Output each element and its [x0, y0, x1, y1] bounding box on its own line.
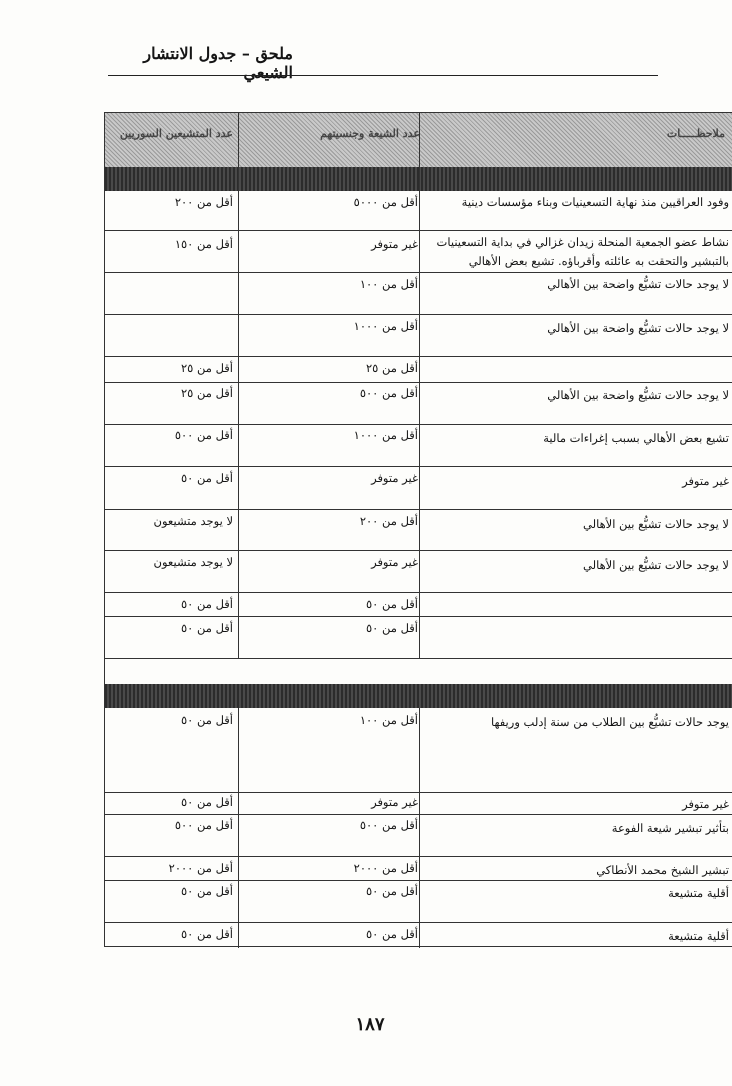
col-header-syrian-converts: عدد المتشيعين السوريين — [119, 127, 233, 140]
table-cell-syrian-converts: لا يوجد متشيعون — [153, 555, 233, 569]
row-divider — [105, 230, 732, 231]
table-cell-shia-count: أقل من ٥٠٠ — [359, 818, 418, 832]
table-cell-notes: تشيع بعض الأهالي بسبب إغراءات مالية — [543, 431, 729, 445]
table-cell-notes: غير متوفر — [682, 474, 729, 488]
row-divider — [105, 272, 732, 273]
row-divider — [105, 856, 732, 857]
col-header-notes: ملاحظـــــات — [666, 127, 725, 140]
table-cell-notes: لا يوجد حالات تشيُّع واضحة بين الأهالي — [547, 277, 729, 291]
table-cell-shia-count: أقل من ٢٥ — [366, 361, 418, 375]
distribution-table — [104, 112, 732, 947]
table-cell-syrian-converts: أقل من ٢٥ — [181, 386, 233, 400]
table-cell-shia-count: غير متوفر — [371, 795, 418, 809]
table-cell-notes: لا يوجد حالات تشيُّع بين الأهالي — [582, 517, 729, 531]
table-cell-notes: لا يوجد حالات تشيُّع بين الأهالي — [582, 558, 729, 572]
table-cell-syrian-converts: أقل من ٥٠ — [181, 597, 233, 611]
table-cell-notes: تبشير الشيخ محمد الأنطاكي — [596, 863, 729, 877]
table-cell-shia-count: غير متوفر — [371, 555, 418, 569]
table-cell-shia-count: أقل من ٥٠ — [366, 927, 418, 941]
section-bar — [105, 684, 732, 708]
table-cell-syrian-converts: أقل من ٥٠ — [181, 927, 233, 941]
row-divider — [105, 922, 732, 923]
table-cell-syrian-converts: أقل من ١٥٠ — [174, 237, 233, 251]
table-cell-notes: نشاط عضو الجمعية المنحلة زيدان غزالي في بداية التسعينيات بالتبشير والتحقت به عائلته وأقرباؤه. تشيع بعض الأهالي — [436, 235, 729, 268]
table-cell-shia-count: أقل من ٥٠ — [366, 884, 418, 898]
row-divider — [105, 424, 732, 425]
table-cell-shia-count: غير متوفر — [371, 471, 418, 485]
row-divider — [105, 466, 732, 467]
table-cell-shia-count: أقل من ٢٠٠٠ — [353, 861, 418, 875]
table-cell-notes: لا يوجد حالات تشيُّع واضحة بين الأهالي — [547, 388, 729, 402]
table-cell-syrian-converts: أقل من ٢٥ — [181, 361, 233, 375]
page-number: ١٨٧ — [355, 1014, 385, 1035]
table-cell-notes: وفود العراقيين منذ نهاية التسعينيات وبناء مؤسسات دينية — [461, 195, 729, 209]
table-cell-shia-count: أقل من ٢٠٠ — [359, 514, 418, 528]
row-divider — [105, 382, 732, 383]
row-divider — [105, 314, 732, 315]
table-cell-notes: أقلية متشيعة — [668, 886, 729, 900]
table-cell-shia-count: أقل من ١٠٠٠ — [353, 428, 418, 442]
table-cell-notes: لا يوجد حالات تشيُّع واضحة بين الأهالي — [547, 321, 729, 335]
table-cell-syrian-converts: أقل من ٢٠٠ — [174, 195, 233, 209]
table-cell-syrian-converts: أقل من ٥٠٠ — [174, 428, 233, 442]
table-cell-notes: أقلية متشيعة — [668, 929, 729, 943]
column-divider — [238, 708, 239, 948]
table-cell-shia-count: أقل من ١٠٠ — [359, 277, 418, 291]
table-cell-notes: بتأثير تبشير شيعة الفوعة — [611, 821, 729, 835]
row-divider — [105, 356, 732, 357]
table-cell-shia-count: أقل من ١٠٠ — [359, 713, 418, 727]
table-cell-syrian-converts: أقل من ٥٠ — [181, 713, 233, 727]
column-divider — [238, 113, 239, 658]
table-cell-shia-count: أقل من ٥٠٠ — [359, 386, 418, 400]
header-rule — [108, 75, 658, 76]
row-divider — [105, 658, 732, 659]
table-cell-shia-count: أقل من ١٠٠٠ — [353, 319, 418, 333]
running-header: ملحق – جدول الانتشار الشيعي — [143, 44, 293, 82]
table-cell-shia-count: غير متوفر — [371, 237, 418, 251]
row-divider — [105, 509, 732, 510]
table-cell-syrian-converts: لا يوجد متشيعون — [153, 514, 233, 528]
col-header-shia-count: عدد الشيعة وجنسيتهم — [320, 127, 420, 140]
row-divider — [105, 616, 732, 617]
row-divider — [105, 592, 732, 593]
table-cell-shia-count: أقل من ٥٠ — [366, 621, 418, 635]
table-cell-syrian-converts: أقل من ٢٠٠٠ — [168, 861, 233, 875]
row-divider — [105, 550, 732, 551]
row-divider — [105, 880, 732, 881]
row-divider — [105, 814, 732, 815]
table-cell-notes: يوجد حالات تشيُّع بين الطلاب من سنة إدلب وريفها — [490, 715, 729, 729]
table-cell-syrian-converts: أقل من ٥٠ — [181, 621, 233, 635]
table-cell-shia-count: أقل من ٥٠ — [366, 597, 418, 611]
table-cell-syrian-converts: أقل من ٥٠٠ — [174, 818, 233, 832]
column-divider — [419, 708, 420, 948]
table-cell-notes: غير متوفر — [682, 797, 729, 811]
table-cell-syrian-converts: أقل من ٥٠ — [181, 884, 233, 898]
column-divider — [419, 113, 420, 658]
table-cell-syrian-converts: أقل من ٥٠ — [181, 471, 233, 485]
table-cell-shia-count: أقل من ٥٠٠٠ — [353, 195, 418, 209]
table-cell-syrian-converts: أقل من ٥٠ — [181, 795, 233, 809]
